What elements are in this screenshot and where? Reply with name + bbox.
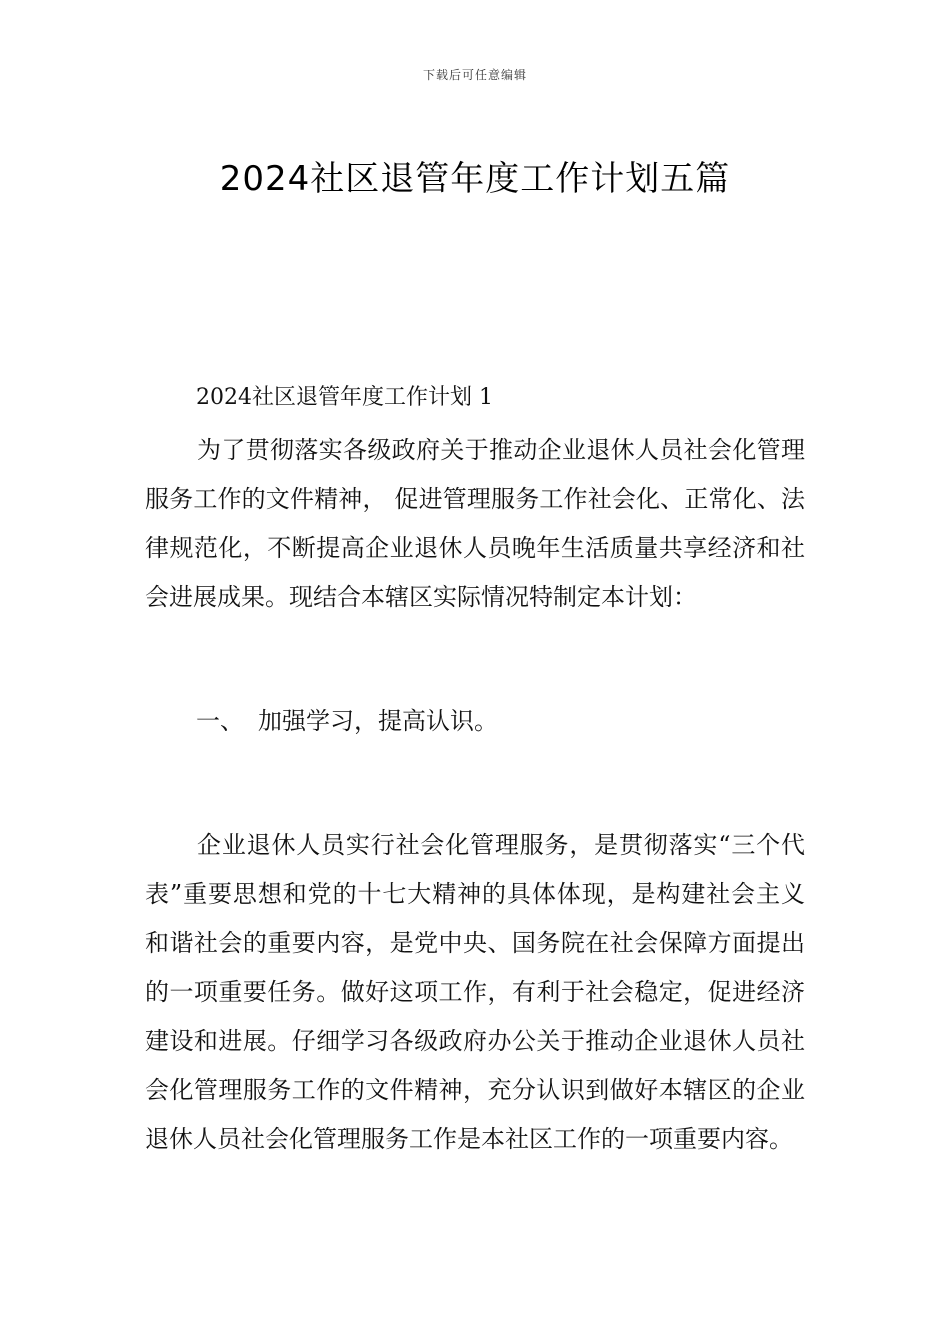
section-number: 一、 (196, 707, 244, 735)
section-heading-text: 加强学习，提高认识。 (258, 707, 498, 735)
header-note: 下载后可任意编辑 (422, 68, 527, 82)
intro-paragraph: 为了贯彻落实各级政府关于推动企业退休人员社会化管理服务工作的文件精神， 促进管理服务工作社会化、正常化、法律规范化，不断提高企业退休人员晚年生活质量共享经济和社会进展成果。现结合本辖区实际情况特制定本计划： (145, 436, 805, 611)
section-heading-1 (196, 697, 498, 746)
section-1-paragraph: 企业退休人员实行社会化管理服务，是贯彻落实“三个代表”重要思想和党的十七大精神的具体体现，是构建社会主义和谐社会的重要内容，是党中央、国务院在社会保障方面提出的一项重要任务。做好这项工作，有利于社会稳定，促进经济建设和进展。仔细学习各级政府办公关于推动企业退休人员社会化管理服务工作的文件精神，充分认识到做好本辖区的企业退休人员社会化管理服务工作是本社区工作的一项重要内容。 (145, 831, 805, 1153)
plan-subtitle: 2024社区退管年度工作计划 1 (196, 385, 493, 410)
document-title: 2024社区退管年度工作计划五篇 (219, 158, 731, 199)
